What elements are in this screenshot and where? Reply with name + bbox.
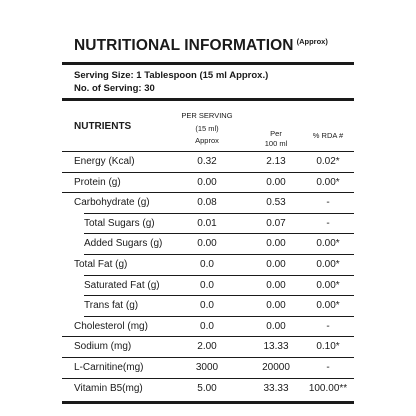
table-row xyxy=(62,214,354,235)
rda-value: 0.10* xyxy=(316,341,340,353)
nutrient-name: Sodium (mg) xyxy=(74,341,132,353)
title-note: (Approx) xyxy=(296,37,328,46)
per-serving-value: 2.00 xyxy=(197,341,217,353)
table-row xyxy=(62,255,354,276)
nutrient-name: Cholesterol (mg) xyxy=(74,320,148,332)
per-100ml-value: 0.07 xyxy=(266,217,286,229)
title-row xyxy=(74,37,328,55)
rda-value: 0.02* xyxy=(316,156,340,167)
per-100ml-header-line1: Per xyxy=(270,129,282,138)
per-100ml-value: 0.53 xyxy=(266,197,286,209)
per-serving-header-line2: (15 ml) xyxy=(195,123,219,133)
nutrient-name: Protein (g) xyxy=(74,176,121,188)
nutrient-name: Saturated Fat (g) xyxy=(84,279,160,291)
rda-header: % RDA # xyxy=(312,131,344,140)
serving-size: Serving Size: 1 Tablespoon (15 ml Approx.) xyxy=(74,70,269,81)
table-row xyxy=(62,173,354,194)
table-row xyxy=(62,152,354,173)
per-serving-header-line1: PER SERVING xyxy=(181,111,233,120)
per-serving-value: 0.0 xyxy=(200,320,214,332)
rda-value: 0.00* xyxy=(316,176,340,188)
per-100ml-value: 33.33 xyxy=(263,382,289,394)
per-100ml-header-line2: 100 ml xyxy=(264,139,288,148)
per-100ml-value: 20000 xyxy=(262,362,290,373)
rda-value: 0.00* xyxy=(316,238,340,250)
per-serving-header-line3: Approx xyxy=(195,136,219,145)
per-serving-value: 0.00 xyxy=(197,238,217,250)
per-serving-value: 0.0 xyxy=(200,259,214,270)
rda-value: 100.00** xyxy=(308,382,348,394)
rda-value: - xyxy=(326,362,330,373)
rda-value: 0.00* xyxy=(316,279,340,291)
rda-value: - xyxy=(326,320,330,332)
per-100ml-value: 0.00 xyxy=(266,176,286,188)
nutrient-name: Total Fat (g) xyxy=(74,259,128,270)
rda-value: - xyxy=(326,197,330,209)
per-serving-value: 0.08 xyxy=(197,197,217,209)
per-serving-value: 0.01 xyxy=(197,217,217,229)
per-serving-value: 0.0 xyxy=(200,300,214,312)
table-row xyxy=(62,296,354,317)
nutrition-panel xyxy=(62,0,354,416)
nutrient-name: Added Sugars (g) xyxy=(84,238,163,250)
per-serving-value: 0.00 xyxy=(197,176,217,188)
table-row xyxy=(62,379,354,400)
nutrient-name: Energy (Kcal) xyxy=(74,156,135,167)
table-row xyxy=(62,337,354,358)
rda-value: 0.00* xyxy=(316,300,340,312)
per-100ml-value: 0.00 xyxy=(266,300,286,312)
per-serving-value: 0.32 xyxy=(197,156,217,167)
nutrient-name: Total Sugars (g) xyxy=(84,217,155,229)
table-row xyxy=(62,234,354,255)
table-row xyxy=(62,193,354,214)
bottom-thick-rule xyxy=(62,401,354,404)
table-row xyxy=(62,317,354,338)
per-serving-value: 3000 xyxy=(195,362,219,373)
per-serving-value: 5.00 xyxy=(197,382,217,394)
nutrients-header: NUTRIENTS xyxy=(74,121,132,132)
per-serving-header xyxy=(172,110,242,148)
per-serving-value: 0.0 xyxy=(200,279,214,291)
rda-value: 0.00* xyxy=(316,259,340,270)
nutrient-name: Carbohydrate (g) xyxy=(74,197,150,209)
nutrient-name: Vitamin B5(mg) xyxy=(74,382,143,394)
per-100ml-value: 13.33 xyxy=(263,341,289,353)
per-100ml-value: 0.00 xyxy=(266,259,286,270)
number-of-servings: No. of Serving: 30 xyxy=(74,83,155,94)
panel-title: NUTRITIONAL INFORMATION xyxy=(74,37,294,54)
per-100ml-value: 0.00 xyxy=(266,279,286,291)
per-100ml-value: 0.00 xyxy=(266,238,286,250)
per-100ml-header xyxy=(248,129,304,149)
per-100ml-value: 0.00 xyxy=(266,320,286,332)
rda-value: - xyxy=(326,217,330,229)
nutrient-name: L-Carnitine(mg) xyxy=(74,362,144,373)
per-100ml-value: 2.13 xyxy=(266,156,286,167)
table-row xyxy=(62,358,354,379)
nutrient-name: Trans fat (g) xyxy=(84,300,139,312)
table-row xyxy=(62,276,354,297)
top-thick-rule xyxy=(62,62,354,65)
header-thick-rule xyxy=(62,98,354,101)
